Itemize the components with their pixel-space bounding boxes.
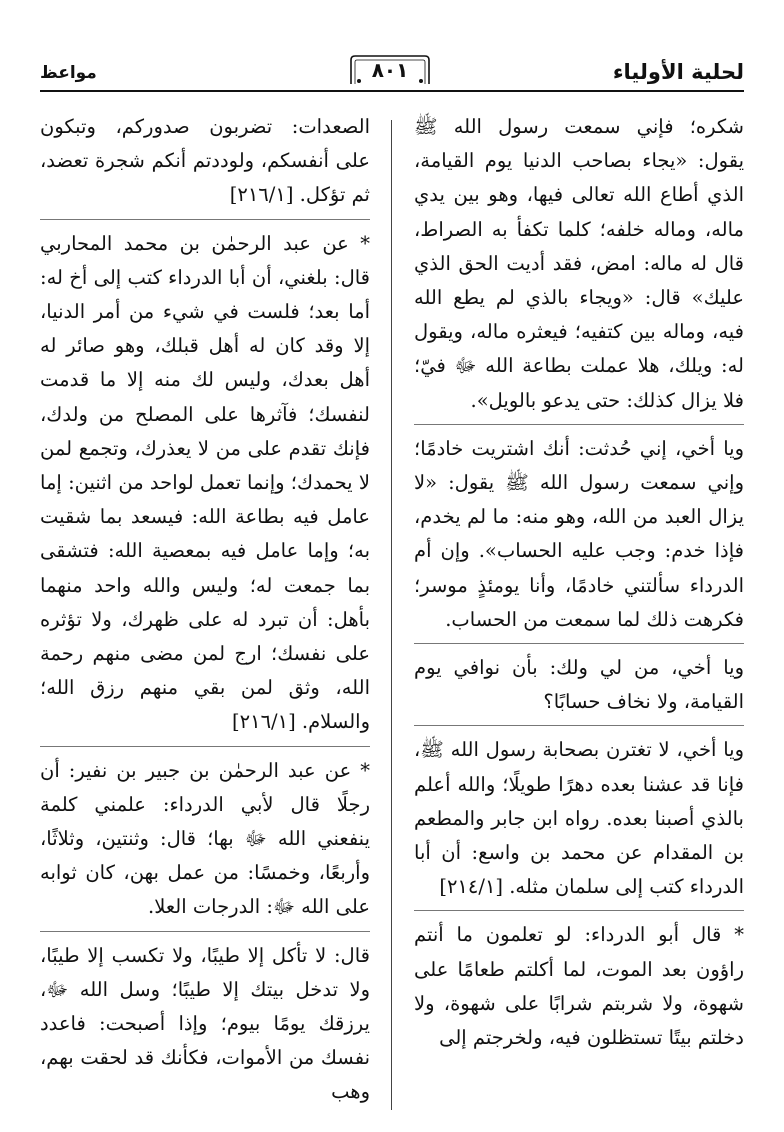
paragraph: شكره؛ فإني سمعت رسول الله ﷺ يقول: «يجاء بصاحب الدنيا يوم القيامة، الذي أطاع الله تعالى فيها، وهو بين يدي ماله، وماله خلفه؛ كلما تكفأ به الصراط، قال له ماله: امض، فقد أديت الحق الذي عليك» قال: «ويجاء بالذي لم يطع الله فيه، وماله بين كتفيه؛ فيعثره ماله، ويقول له: ويلك، هلا عملت بطاعة الله ﷻ فيّ؛ فلا يزال كذلك: حتى يدعو بالويل». — [414, 115, 744, 412]
text-columns — [40, 110, 744, 1110]
paragraph-separator — [40, 931, 370, 932]
paragraph: * قال أبو الدرداء: لو تعلمون ما أنتم راؤون بعد الموت، لما أكلتم طعامًا على شهوة، ولا شربتم شرابًا على شهوة، ولا دخلتم بيتًا تستظلون فيه، ولخرجتم إلى — [414, 923, 744, 1050]
paragraph-separator — [40, 219, 370, 220]
paragraph: * عن عبد الرحمٰن بن جبير بن نفير: أن رجلًا قال لأبي الدرداء: علمني كلمة ينفعني الله ﷻ بها؛ قال: وثنتين، وثلاثًا، وأربعًا، وخمسًا: من عمل بهن، كان ثوابه على الله ﷻ: الدرجات العلا. — [40, 758, 370, 919]
paragraph: قال: لا تأكل إلا طيبًا، ولا تكسب إلا طيبًا، ولا تدخل بيتك إلا طيبًا؛ وسل الله ﷻ، يرزقك يومًا بيوم؛ وإذا أصبحت: فاعدد نفسك من الأموات، فكأنك قد لحقت بهم، وهب — [40, 943, 370, 1104]
page-number: ٨٠١ — [371, 58, 409, 82]
left-column — [40, 110, 370, 1110]
paragraph-separator — [40, 746, 370, 747]
paragraph: ويا أخي، لا تغترن بصحابة رسول الله ﷺ، فإنا قد عشنا بعده دهرًا طويلًا؛ والله أعلم بالذي أصبنا بعده. رواه ابن جابر والمطعم بن المقدام عن محمد بن واسع: أن أبا الدرداء كتب إلى سلمان مثله. [٢١٤/١] — [414, 738, 744, 899]
paragraph: ويا أخي، إني حُدثت: أنك اشتريت خادمًا؛ وإني سمعت رسول الله ﷺ يقول: «لا يزال العبد من الله، وهو منه: ما لم يخدم، فإذا خدم: وجب عليه الحساب». وإن أم الدرداء سألتني خادمًا، وأنا يومئذٍ موسر؛ فكرهت ذلك لما سمعت من الحساب. — [414, 436, 744, 631]
right-column — [414, 110, 744, 1055]
paragraph-separator — [414, 725, 744, 726]
paragraph: ويا أخي، من لي ولك: بأن نوافي يوم القيامة، ولا نخاف حسابًا؟ — [414, 656, 744, 714]
paragraph: * عن عبد الرحمٰن بن محمد المحاربي قال: بلغني، أن أبا الدرداء كتب إلى أخ له: أما بعد؛ فلست في شيء من أمر الدنيا، إلا وقد كان له أهل قبلك، وهو صائر له أهل بعدك، وليس لك منه إلا ما قدمت لنفسك؛ فآثرها على المصلح من ولدك، فإنك تقدم على من لا يعذرك، وتجمع لمن لا يحمدك؛ وإنما تعمل لواحد من اثنين: إما عامل فيه بطاعة الله: فيسعد بما شقيت به؛ وإما عامل فيه بمعصية الله: فتشقى بما جمعت له؛ وليس والله واحد منهما بأهل: أن تبرد له على ظهرك، ولا تؤثره على نفسك؛ ارج لمن مضى منهم رحمة الله، وثق لمن بقي منهم رزق الله؛ والسلام. [٢١٦/١] — [40, 231, 370, 734]
book-title: لحلية الأولياء — [612, 60, 744, 84]
header-rule — [40, 90, 744, 92]
column-divider — [391, 120, 392, 1110]
paragraph: الصعدات: تضربون صدوركم، وتبكون على أنفسكم، ولوددتم أنكم شجرة تعضد، ثم تؤكل. [٢١٦/١] — [40, 115, 370, 207]
page-header — [40, 54, 744, 94]
paragraph-separator — [414, 910, 744, 911]
page-number-frame — [345, 54, 435, 86]
paragraph-separator — [414, 643, 744, 644]
paragraph-separator — [414, 424, 744, 425]
chapter-title: مواعظ — [40, 63, 97, 83]
